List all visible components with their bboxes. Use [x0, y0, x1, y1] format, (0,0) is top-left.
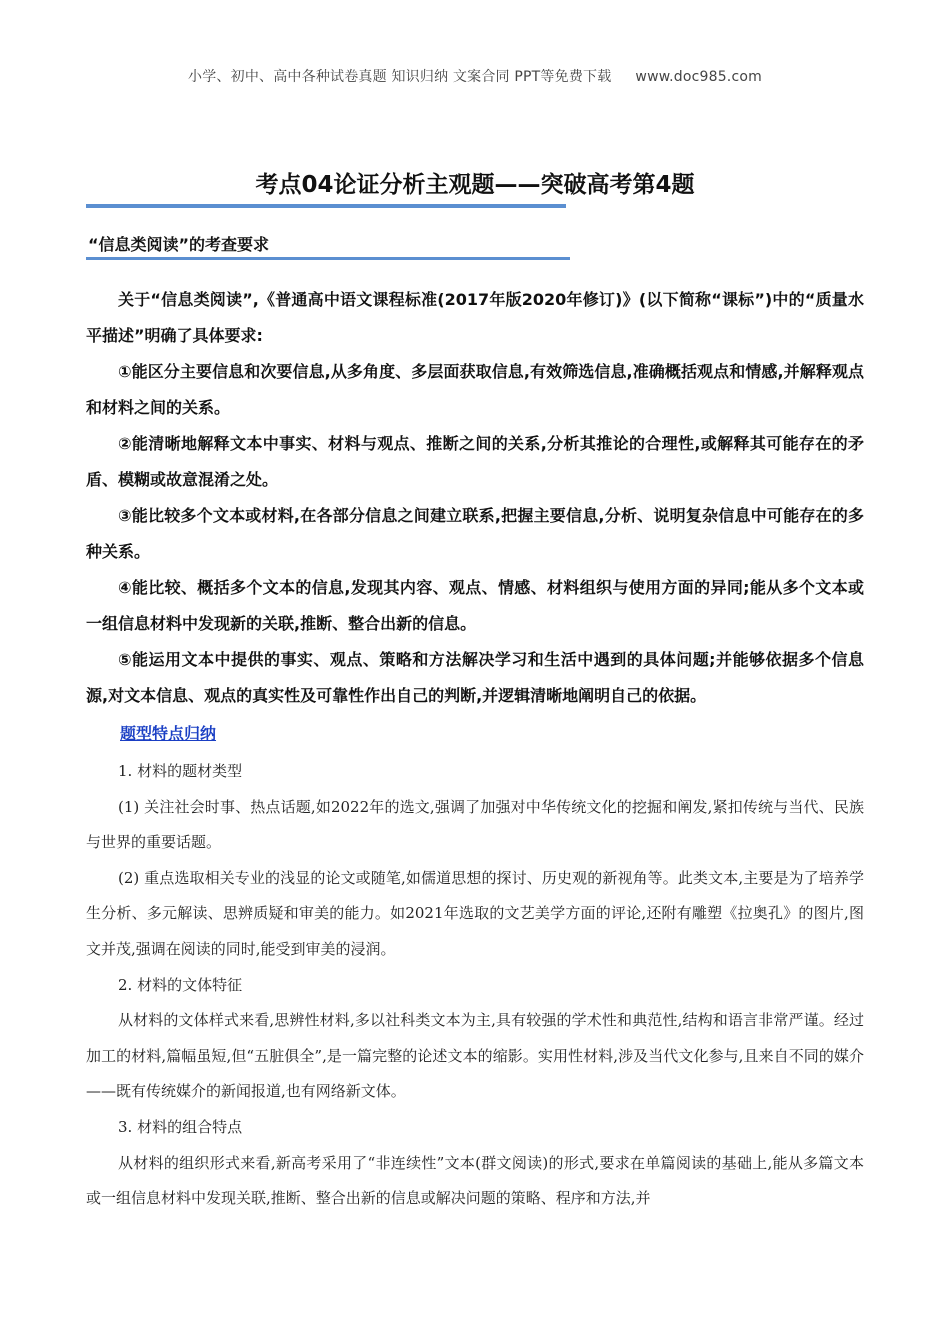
subheading: 2. 材料的文体特征	[118, 975, 243, 994]
requirements-block	[86, 282, 864, 714]
paragraph: (1) 关注社会时事、热点话题,如2022年的选文,强调了加强对中华传统文化的挖掘和阐发,紧扣传统与当代、民族与世界的重要话题。	[86, 797, 864, 852]
requirement-item: ②能清晰地解释文本中事实、材料与观点、推断之间的关系,分析其推论的合理性,或解释其可能存在的矛盾、模糊或故意混淆之处。	[86, 434, 864, 489]
requirement-item: ①能区分主要信息和次要信息,从多角度、多层面获取信息,有效筛选信息,准确概括观点和情感,并解释观点和材料之间的关系。	[86, 362, 864, 417]
question-type-link[interactable]: 题型特点归纳	[120, 724, 217, 743]
subheading: 1. 材料的题材类型	[118, 762, 243, 780]
requirements-intro: 关于“信息类阅读”,《普通高中语文课程标准(2017年版2020年修订)》(以下简称“课标”)中的“质量水平描述”明确了具体要求:	[86, 290, 864, 345]
requirement-item: ⑤能运用文本中提供的事实、观点、策略和方法解决学习和生活中遇到的具体问题;并能够依据多个信息源,对文本信息、观点的真实性及可靠性作出自己的判断,并逻辑清晰地阐明自己的依据。	[86, 650, 864, 705]
subheading: 3. 材料的组合特点	[118, 1117, 243, 1136]
header-text: 小学、初中、高中各种试卷真题 知识归纳 文案合同 PPT等免费下载	[188, 69, 612, 85]
paragraph: 从材料的文体样式来看,思辨性材料,多以社科类文本为主,具有较强的学术性和典范性,结构和语言非常严谨。经过加工的材料,篇幅虽短,但“五脏俱全”,是一篇完整的论述文本的缩影。实用性材料,涉及当代文化参与,且来自不同的媒介——既有传统媒介的新闻报道,也有网络新文体。	[86, 1011, 864, 1101]
paragraph: (2) 重点选取相关专业的浅显的论文或随笔,如儒道思想的探讨、历史观的新视角等。此类文本,主要是为了培养学生分析、多元解读、思辨质疑和审美的能力。如2021年选取的文艺美学方面的评论,还附有雕塑《拉奥孔》的图片,图文并茂,强调在阅读的同时,能受到审美的浸润。	[86, 868, 864, 958]
requirement-item: ③能比较多个文本或材料,在各部分信息之间建立联系,把握主要信息,分析、说明复杂信息中可能存在的多种关系。	[86, 506, 864, 561]
page-title: 考点04论证分析主观题——突破高考第4题	[255, 172, 695, 198]
page-header	[0, 66, 950, 86]
section-underline	[86, 257, 570, 260]
title-underline	[86, 204, 566, 208]
requirement-item: ④能比较、概括多个文本的信息,发现其内容、观点、情感、材料组织与使用方面的异同;能从多个文本或一组信息材料中发现新的关联,推断、整合出新的信息。	[86, 578, 864, 633]
paragraph: 从材料的组织形式来看,新高考采用了“非连续性”文本(群文阅读)的形式,要求在单篇阅读的基础上,能从多篇文本或一组信息材料中发现关联,推断、整合出新的信息或解决问题的策略、程序和方法,并	[86, 1153, 864, 1208]
section-heading: “信息类阅读”的考查要求	[88, 235, 270, 254]
body-block	[86, 754, 864, 1217]
header-site-link[interactable]: www.doc985.com	[635, 69, 762, 85]
